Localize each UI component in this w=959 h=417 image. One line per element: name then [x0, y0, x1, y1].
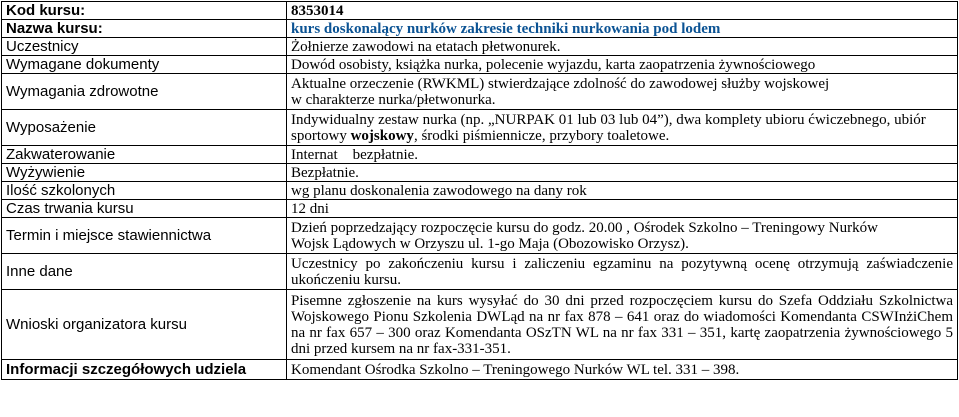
row-label-arrival-date-place: Termin i miejsce stawiennictwa: [2, 218, 287, 254]
health-requirements-line-2: w charakterze nurka/płetwonurka.: [291, 92, 496, 108]
contact-value: Komendant Ośrodka Szkolno – Treningowego Nurków WL tel. 331 – 398.: [287, 360, 958, 380]
organizer-requests-cell: [287, 290, 958, 360]
row-label-required-documents: Wymagane dokumenty: [2, 56, 287, 74]
accommodation-value: Internat bezpłatnie.: [287, 146, 958, 164]
organizer-requests-value: Pisemne zgłoszenie na kurs wysyłać do 30 dni przed rozpoczęciem kursu do Szefa Oddziału Szkolnictwa Wojskowego Pionu Szkolenia DWLąd na nr fax 878 – 641 oraz do wiadomości Komendanta CSWInżiChem na nr fax 657 – 300 oraz Komendanta OSzTN WL na nr fax 331 – 351, kartę zaopatrzenia żywnościowego 5 dni przed kursem na nr fax-331-351.: [291, 293, 953, 357]
row-label-other-data: Inne dane: [2, 254, 287, 290]
participants-value: Żołnierze zawodowi na etatach płetwonurek.: [287, 38, 958, 56]
table-row: [2, 164, 958, 182]
health-requirements-value: [287, 74, 958, 110]
table-row: [2, 110, 958, 146]
table-row: [2, 2, 958, 20]
equipment-text-part-2: , środki piśmiennicze, przybory toaletowe.: [413, 128, 670, 144]
row-label-course-code: Kod kursu:: [2, 2, 287, 20]
meals-value: Bezpłatnie.: [287, 164, 958, 182]
row-label-organizer-requests: Wnioski organizatora kursu: [2, 290, 287, 360]
course-info-table: [1, 1, 958, 380]
course-name-value: kurs doskonalący nurków zakresie techniki nurkowania pod lodem: [287, 20, 958, 38]
table-row: [2, 200, 958, 218]
row-label-course-duration: Czas trwania kursu: [2, 200, 287, 218]
row-label-accommodation: Zakwaterowanie: [2, 146, 287, 164]
equipment-text-part-1: Indywidualny zestaw nurka (np. „NURPAK 01 lub 03 lub 04”), dwa komplety ubioru ćwiczebnego, ubiór sportowy: [291, 112, 926, 144]
table-row: [2, 218, 958, 254]
table-row: [2, 20, 958, 38]
arrival-line-2: Wojsk Lądowych w Orzyszu ul. 1-go Maja (Obozowisko Orzysz).: [291, 236, 689, 252]
table-row: [2, 182, 958, 200]
equipment-value: [287, 110, 958, 146]
arrival-line-1: Dzień poprzedzający rozpoczęcie kursu do godz. 20.00 , Ośrodek Szkolno – Treningowy Nurków: [291, 220, 878, 236]
table-row: [2, 290, 958, 360]
row-label-meals: Wyżywienie: [2, 164, 287, 182]
row-label-course-name: Nazwa kursu:: [2, 20, 287, 38]
table-row: [2, 254, 958, 290]
row-label-number-trained: Ilość szkolonych: [2, 182, 287, 200]
row-label-equipment: Wyposażenie: [2, 110, 287, 146]
number-trained-value: wg planu doskonalenia zawodowego na dany rok: [287, 182, 958, 200]
row-label-participants: Uczestnicy: [2, 38, 287, 56]
table-row: [2, 146, 958, 164]
other-data-value: Uczestnicy po zakończeniu kursu i zaliczeniu egzaminu na pozytywną ocenę otrzymują zaświadczenie ukończeniu kursu.: [291, 256, 953, 288]
course-code-value: 8353014: [287, 2, 958, 20]
table-row: [2, 360, 958, 380]
table-row: [2, 56, 958, 74]
arrival-date-place-value: [287, 218, 958, 254]
row-label-contact: Informacji szczegółowych udziela: [2, 360, 287, 380]
equipment-text-bold: wojskowy: [350, 128, 414, 144]
course-duration-value: 12 dni: [287, 200, 958, 218]
table-row: [2, 74, 958, 110]
health-requirements-line-1: Aktualne orzeczenie (RWKML) stwierdzające zdolność do zawodowej służby wojskowej: [291, 76, 830, 92]
required-documents-value: Dowód osobisty, książka nurka, polecenie wyjazdu, karta zaopatrzenia żywnościowego: [287, 56, 958, 74]
other-data-cell: [287, 254, 958, 290]
table-row: [2, 38, 958, 56]
row-label-health-requirements: Wymagania zdrowotne: [2, 74, 287, 110]
